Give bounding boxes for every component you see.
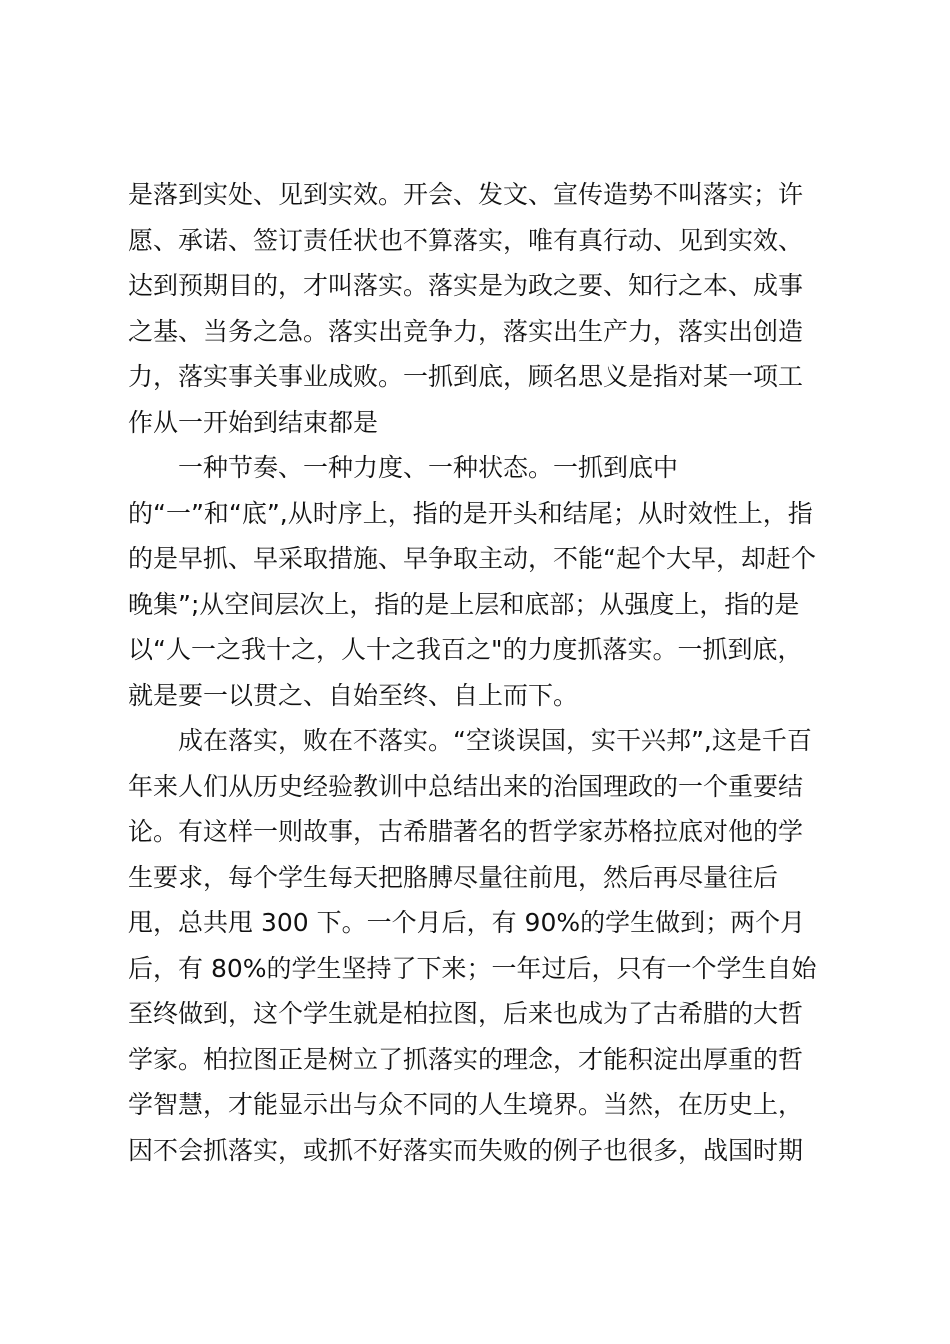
paragraph-1 — [128, 172, 833, 445]
text-line: 学家。柏拉图正是树立了抓落实的理念，才能积淀出厚重的哲 — [128, 1044, 804, 1074]
paragraph-2 — [128, 445, 833, 718]
text-line: 以“人一之我十之，人十之我百之"的力度抓落实。一抓到底， — [128, 635, 803, 664]
text-line: 一种节奏、一种力度、一种状态。一抓到底中 — [178, 453, 679, 482]
text-line: 达到预期目的，才叫落实。落实是为政之要、知行之本、成事 — [128, 271, 804, 300]
document-body — [128, 172, 833, 1173]
text-line: 作从一开始到结束都是 — [128, 407, 379, 437]
text-line: 因不会抓落实，或抓不好落实而失败的例子也很多，战国时期 — [128, 1135, 804, 1165]
text-line: 是落到实处、见到实效。开会、发文、宣传造势不叫落实；许 — [128, 180, 804, 209]
text-line: 就是要一以贯之、自始至终、自上而下。 — [128, 680, 579, 710]
text-line: 至终做到，这个学生就是柏拉图，后来也成为了古希腊的大哲 — [128, 999, 804, 1028]
text-line: 论。有这样一则故事，古希腊著名的哲学家苏格拉底对他的学 — [128, 817, 804, 846]
text-line: 学智慧，才能显示出与众不同的人生境界。当然，在历史上， — [128, 1090, 804, 1119]
text-line: 愿、承诺、签订责任状也不算落实，唯有真行动、见到实效、 — [128, 225, 804, 255]
text-line: 的“一”和“底”,从时序上，指的是开头和结尾；从时效性上，指 — [128, 498, 813, 528]
text-line: 力，落实事关事业成败。一抓到底，顾名思义是指对某一项工 — [128, 362, 804, 391]
text-line: 生要求，每个学生每天把胳膊尽量往前甩，然后再尽量往后 — [128, 862, 779, 892]
text-line: 的是早抓、早采取措施、早争取主动，不能“起个大早，却赶个 — [128, 544, 816, 573]
text-line: 后，有 80%的学生坚持了下来；一年过后，只有一个学生自始 — [128, 953, 817, 983]
text-line: 晚集”;从空间层次上，指的是上层和底部；从强度上，指的是 — [128, 589, 800, 619]
paragraph-3 — [128, 718, 833, 1173]
text-line: 年来人们从历史经验教训中总结出来的治国理政的一个重要结 — [128, 771, 804, 801]
text-line: 之基、当务之急。落实出竞争力，落实出生产力，落实出创造 — [128, 316, 804, 346]
text-line: 成在落实，败在不落实。“空谈误国，实干兴邦”,这是千百 — [178, 726, 812, 755]
text-line: 甩，总共甩 300 下。一个月后，有 90%的学生做到；两个月 — [128, 908, 806, 937]
